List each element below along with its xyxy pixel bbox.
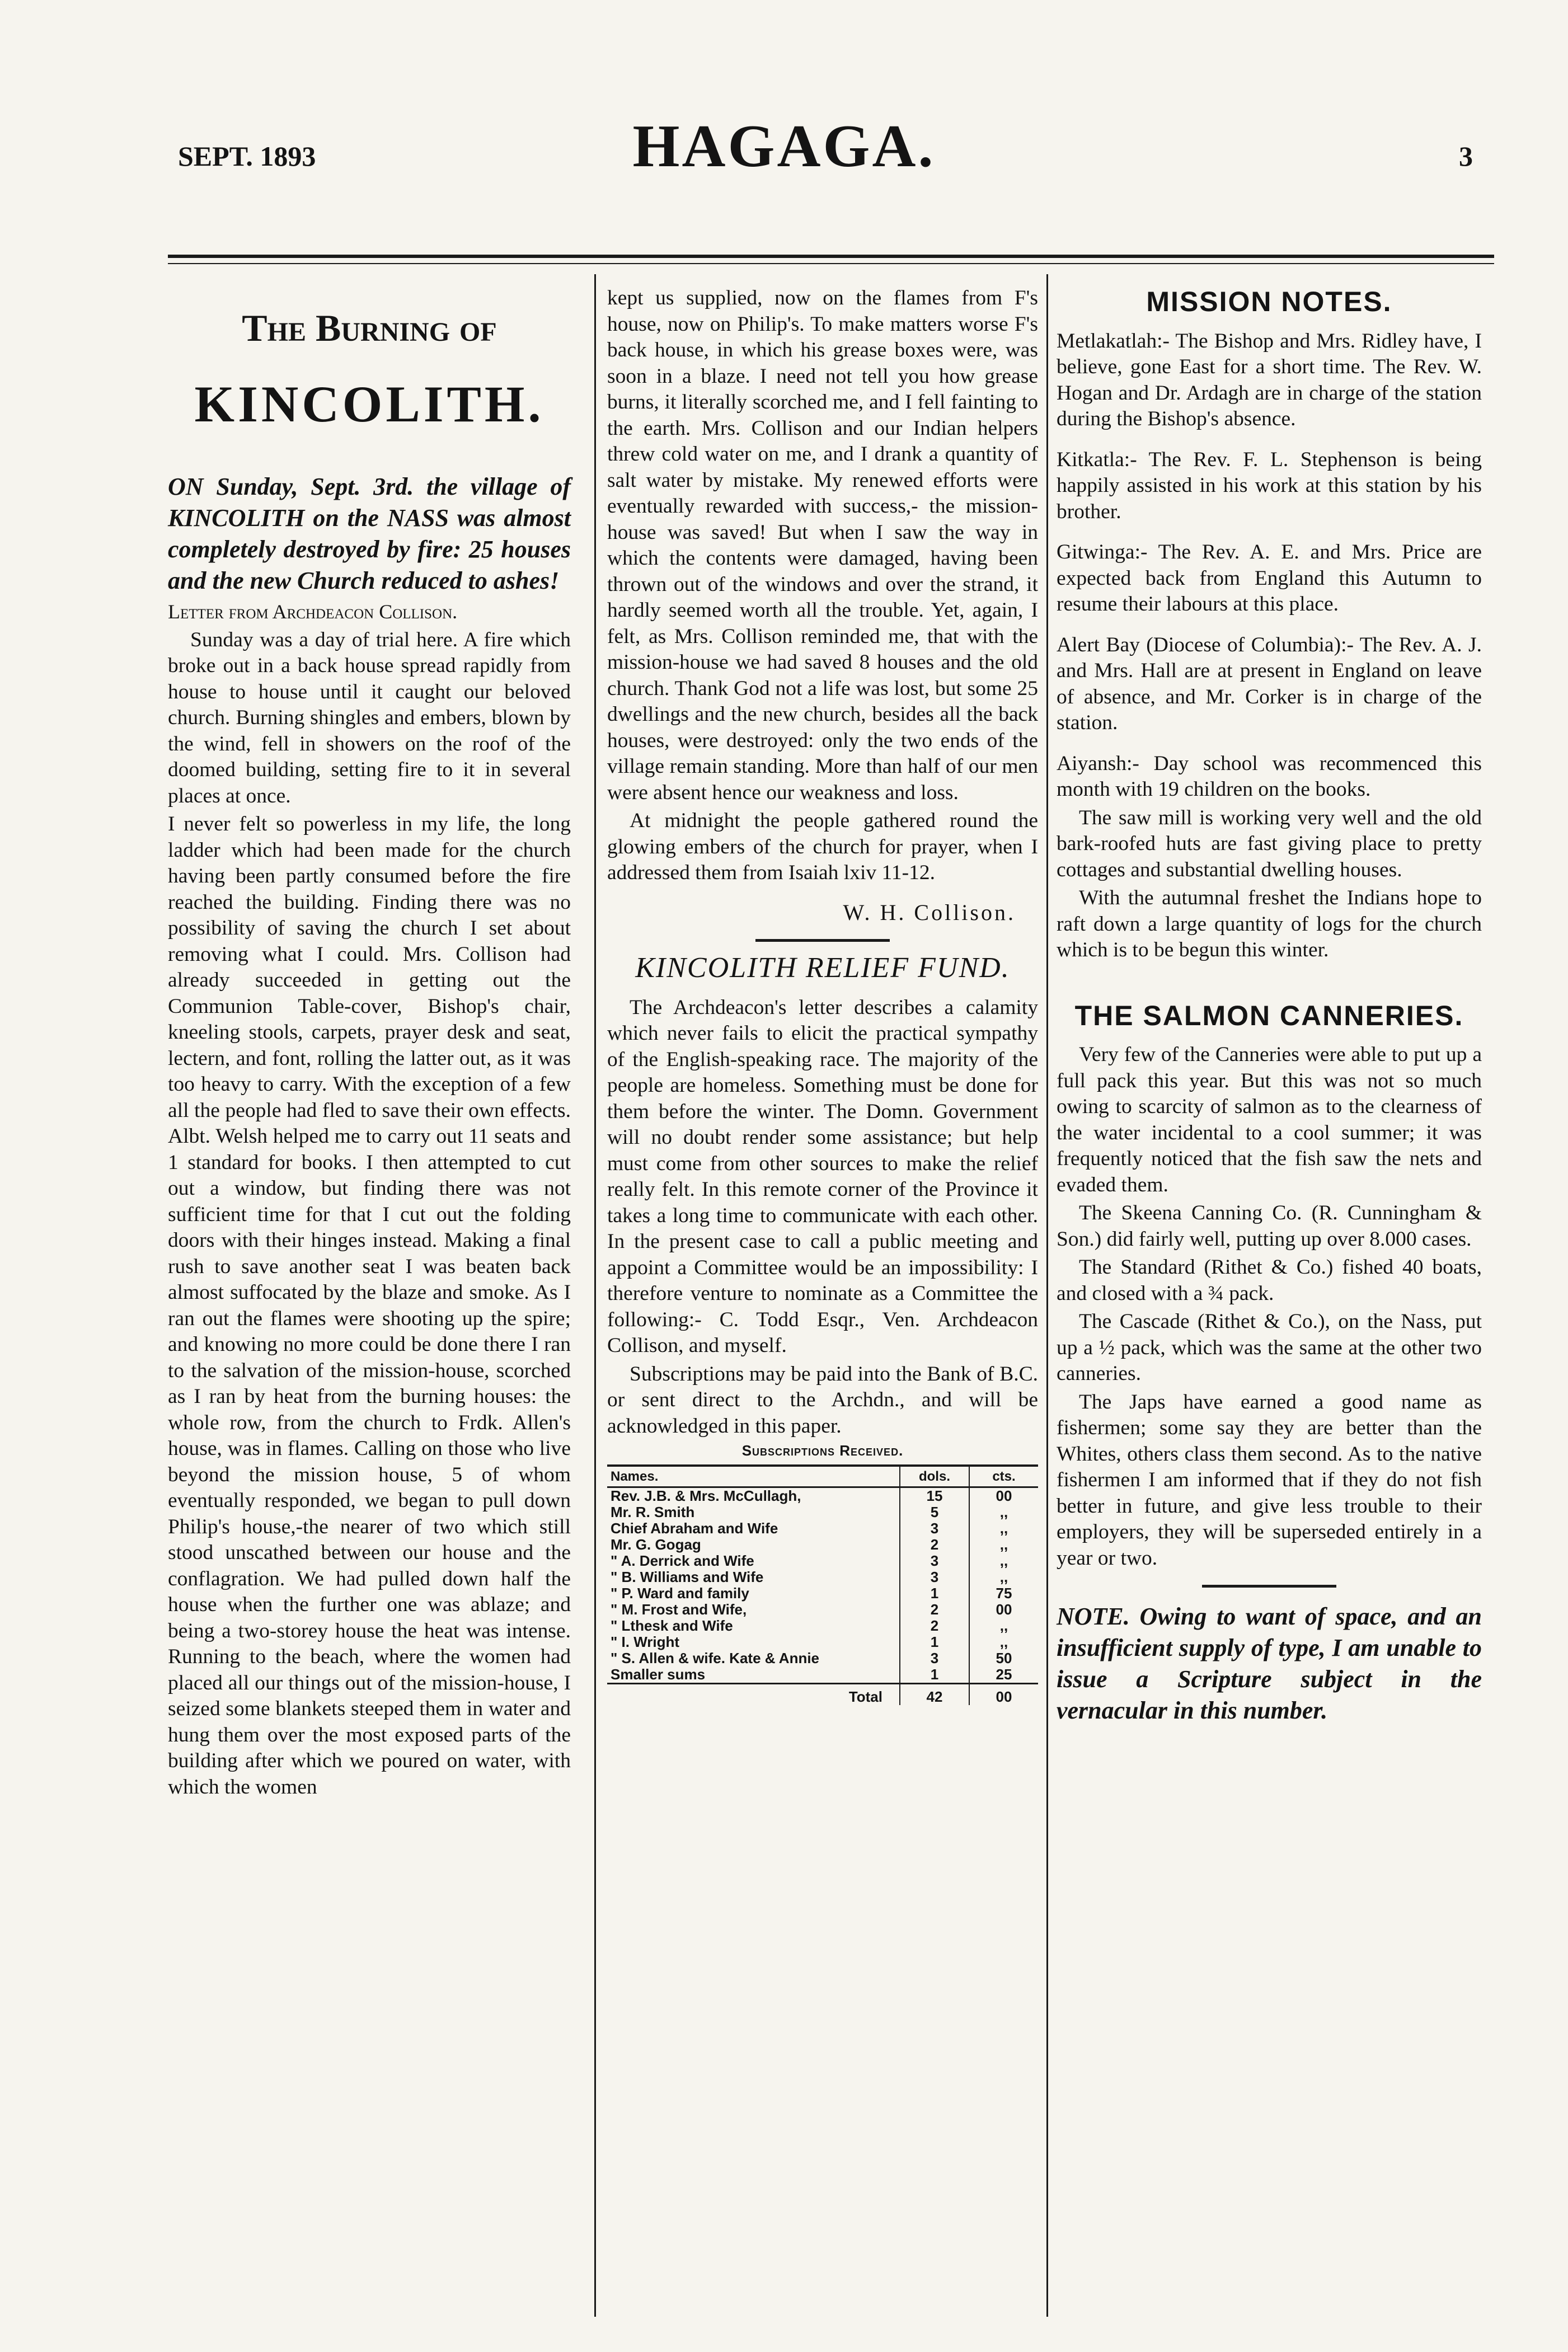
fund-paragraph: Subscriptions may be paid into the Bank of B.C. or sent direct to the Archdn., and will be acknowledged in this paper. xyxy=(607,1362,1038,1438)
header-rule-thick xyxy=(168,255,1494,258)
subscription-row xyxy=(607,1585,1038,1602)
cannery-paragraph: The Standard (Rithet & Co.) fished 40 boats, and closed with a ¾ pack. xyxy=(1057,1256,1482,1305)
subscription-dols: 2 xyxy=(900,1537,969,1553)
subscription-row xyxy=(607,1602,1038,1618)
subscription-cts: ,, xyxy=(969,1504,1038,1520)
subscriber-name: " I. Wright xyxy=(611,1633,680,1650)
mission-note: The saw mill is working very well and the old bark-roofed huts are fast giving place to pretty cottages and substantial dwelling houses. xyxy=(1057,806,1482,881)
article-deck: ON Sunday, Sept. 3rd. the village of KINCOLITH on the NASS was almost completely destroyed by fire: 25 houses and the new Church reduced to ashes! xyxy=(168,473,571,594)
salmon-canneries-heading: THE SALMON CANNERIES. xyxy=(1074,999,1464,1031)
subscriber-name: Rev. J.B. & Mrs. McCullagh, xyxy=(611,1487,801,1504)
article-headline: The Burning of xyxy=(242,307,497,349)
subscription-dols: 3 xyxy=(900,1520,969,1537)
subscription-cts: 00 xyxy=(969,1487,1038,1505)
total-dols: 42 xyxy=(900,1684,969,1706)
subscriber-name: Mr. G. Gogag xyxy=(611,1536,701,1553)
cannery-paragraph: The Japs have earned a good name as fishermen; some say they are better than the Whites, others class them second. As to the native fishermen I am informed that if they do not fish better in future, and give less trouble to their employers, they will be superseded entirely in a year or two. xyxy=(1057,1390,1482,1570)
subscription-dols: 2 xyxy=(900,1602,969,1618)
subscription-dols: 2 xyxy=(900,1618,969,1634)
col-header-cts: cts. xyxy=(969,1466,1038,1487)
subscription-cts: ,, xyxy=(969,1520,1038,1537)
subscriptions-total-row xyxy=(607,1684,1038,1706)
cannery-paragraph: The Cascade (Rithet & Co.), on the Nass, put up a ½ pack, which was the same at the other two canneries. xyxy=(1057,1310,1482,1385)
subscription-row xyxy=(607,1537,1038,1553)
letter-attribution: Letter from Archdeacon Collison. xyxy=(168,600,458,623)
subscriber-name: " P. Ward and family xyxy=(611,1585,749,1602)
subscription-cts: ,, xyxy=(969,1618,1038,1634)
subscription-dols: 1 xyxy=(900,1634,969,1650)
subscription-row xyxy=(607,1650,1038,1666)
page-header xyxy=(0,106,1568,196)
masthead-title: HAGAGA. xyxy=(632,113,936,180)
subscription-row xyxy=(607,1634,1038,1650)
column-2 xyxy=(607,285,1038,1705)
column-3 xyxy=(1057,285,1482,1729)
subscriptions-caption: Subscriptions Received. xyxy=(741,1442,904,1459)
mission-note: Metlakatlah:- The Bishop and Mrs. Ridley have, I believe, gone East for a short time. The Rev. W. Hogan and Dr. Ardagh are in charge of the station during the Bishop's absence. xyxy=(1057,329,1482,430)
col-header-dols: dols. xyxy=(900,1466,969,1487)
subscription-cts: ,, xyxy=(969,1553,1038,1569)
subscription-cts: ,, xyxy=(969,1634,1038,1650)
subscription-row xyxy=(607,1569,1038,1585)
section-separator xyxy=(1202,1585,1336,1588)
mission-note: Kitkatla:- The Rev. F. L. Stephenson is being happily assisted in his work at this station by his brother. xyxy=(1057,448,1482,523)
subscriber-name: " B. Williams and Wife xyxy=(611,1569,764,1585)
subscription-row xyxy=(607,1520,1038,1537)
issue-date: SEPT. 1893 xyxy=(178,140,316,172)
subscription-dols: 15 xyxy=(900,1487,969,1505)
subscription-cts: ,, xyxy=(969,1537,1038,1553)
subscription-dols: 3 xyxy=(900,1569,969,1585)
subscription-dols: 5 xyxy=(900,1504,969,1520)
subscription-dols: 1 xyxy=(900,1666,969,1684)
mission-note: With the autumnal freshet the Indians hope to raft down a large quantity of logs for the church which is to be begun this winter. xyxy=(1057,886,1482,961)
subscription-cts: 00 xyxy=(969,1602,1038,1618)
article-paragraph: Sunday was a day of trial here. A fire which broke out in a back house spread rapidly from house to house until it caught our beloved church. Burning shingles and embers, blown by the wind, fell in showers on the roof of the doomed building, setting fire to it in several places at once. xyxy=(168,628,571,808)
column-1 xyxy=(168,285,571,1802)
relief-fund-heading: KINCOLITH RELIEF FUND. xyxy=(635,952,1010,984)
mission-notes-heading: MISSION NOTES. xyxy=(1146,286,1392,317)
subscription-dols: 3 xyxy=(900,1553,969,1569)
subscription-dols: 1 xyxy=(900,1585,969,1602)
subscription-cts: 75 xyxy=(969,1585,1038,1602)
header-rule-thin xyxy=(168,263,1494,264)
subscriptions-body xyxy=(607,1487,1038,1684)
subscriber-name: " A. Derrick and Wife xyxy=(611,1552,754,1569)
fund-paragraph: The Archdeacon's letter describes a calamity which never fails to elicit the practical sympathy of the English-speaking race. The majority of the people are homeless. Something must be done for them before the winter. The Domn. Government will no doubt render some assistance; but help must come from other sources to make the relief really felt. In this remote corner of the Province it takes a long time to communicate with each other. In the present case to call a public meeting and appoint a Committee would be an impossibility: I therefore venture to nominate as a Committee the following:- C. Todd Esqr., Ven. Archdeacon Collison, and myself. xyxy=(607,996,1038,1357)
column-divider-2 xyxy=(1046,274,1048,2317)
total-cts: 00 xyxy=(969,1684,1038,1706)
subscriber-name: Chief Abraham and Wife xyxy=(611,1520,778,1537)
subscriber-name: " Lthesk and Wife xyxy=(611,1617,733,1634)
subscriber-name: " M. Frost and Wife, xyxy=(611,1601,747,1618)
subscriptions-header-row xyxy=(607,1466,1038,1487)
subscription-row xyxy=(607,1487,1038,1505)
subscription-row xyxy=(607,1618,1038,1634)
section-separator xyxy=(755,939,890,942)
mission-note: Aiyansh:- Day school was recommenced this month with 19 children on the books. xyxy=(1057,752,1482,801)
subscriber-name: Smaller sums xyxy=(611,1666,706,1683)
letter-signature: W. H. Collison. xyxy=(843,899,1016,925)
mission-note: Alert Bay (Diocese of Columbia):- The Rev. A. J. and Mrs. Hall are at present in England on leave of absence, and Mr. Corker is in charge of the station. xyxy=(1057,633,1482,734)
subscriber-name: Mr. R. Smith xyxy=(611,1504,695,1520)
cannery-paragraph: Very few of the Canneries were able to put up a full pack this year. But this was not so much owing to scarcity of salmon as to the clearness of the water incidental to a cool summer; it was frequently noticed that the fish saw the nets and evaded them. xyxy=(1057,1043,1482,1196)
subscription-cts: 25 xyxy=(969,1666,1038,1684)
mission-note: Gitwinga:- The Rev. A. E. and Mrs. Price are expected back from England this Autumn to resume their labours at this place. xyxy=(1057,541,1482,616)
article-paragraph: I never felt so powerless in my life, the long ladder which had been made for the church having been partly consumed before the fire reached the building. Finding there was no possibility of saving the church I set about removing what I could. Mrs. Collison had already succeeded in getting out the Communion Table-cover, Bishop's chair, kneeling stools, carpets, prayer desk and seat, lectern, and font, rolling the latter out, as it was too heavy to carry. With the exception of a few all the people had fled to save their own effects. Albt. Welsh helped me to carry out 11 seats and 1 standard for books. I then attempted to cut out a window, but finding there was not sufficient time for that I cut out the folding doors with their hinges instead. Making a final rush to save another seat I was beaten back almost suffocated by the blaze and smoke. As I ran out the flames were shooting up the spire; and knowing no more could be done there I ran to the salvation of the mission-house, scorched as I ran by heat from the burning houses: the whole row, from the church to Frdk. Allen's house, was in flames. Calling on those who live beyond the mission house, 5 of whom eventually responded, we began to pull down Philip's house,-the nearer of two which still stood unscathed between our house and the conflagration. We had pulled down half the house when the further one was ablaze; and being a two-storey house the heat was intense. Running to the beach, where the women had placed all our things out of the mission-house, I seized some blankets steeped them in water and hung them over the most exposed parts of the building after which we poured on water, with which the women xyxy=(168,813,571,1799)
subscription-row xyxy=(607,1504,1038,1520)
article-paragraph: At midnight the people gathered round the glowing embers of the church for prayer, when I addressed them from Isaiah lxiv 11-12. xyxy=(607,809,1038,884)
subscription-row xyxy=(607,1553,1038,1569)
total-label: Total xyxy=(607,1684,900,1706)
cannery-paragraph: The Skeena Canning Co. (R. Cunningham & Son.) did fairly well, putting up over 8.000 cases. xyxy=(1057,1201,1482,1251)
subscription-cts: ,, xyxy=(969,1569,1038,1585)
page-number: 3 xyxy=(1459,140,1473,172)
subscriptions-table xyxy=(607,1443,1038,1705)
subscription-dols: 3 xyxy=(900,1650,969,1666)
article-headline-place: KINCOLITH. xyxy=(194,375,544,433)
col-header-names: Names. xyxy=(607,1466,900,1487)
subscriber-name: " S. Allen & wife. Kate & Annie xyxy=(611,1650,820,1666)
subscription-cts: 50 xyxy=(969,1650,1038,1666)
editor-note: NOTE. Owing to want of space, and an insufficient supply of type, I am unable to issue a Scripture subject in the vernacular in this number. xyxy=(1057,1603,1482,1724)
subscription-row xyxy=(607,1666,1038,1684)
column-divider-1 xyxy=(594,274,596,2317)
article-paragraph: kept us supplied, now on the flames from F's house, now on Philip's. To make matters worse F's back house, in which his grease boxes were, was soon in a blaze. I need not tell you how grease burns, it literally scorched me, and I fell fainting to the earth. Mrs. Collison and our Indian helpers threw cold water on me, and I drank a quantity of salt water by mistake. My renewed efforts were eventually rewarded with success,- the mission-house was saved! But when I saw the way in which the contents were damaged, having been thrown out of the windows and over the strand, it hardly seemed worth all the trouble. Yet, again, I felt, as Mrs. Collison reminded me, that with the mission-house we had saved 8 houses and the old church. Thank God not a life was lost, but some 25 dwellings and the new church, besides all the back houses, were destroyed: only the two ends of the village remain standing. More than half of our men were absent hence our weakness and loss. xyxy=(607,287,1038,804)
